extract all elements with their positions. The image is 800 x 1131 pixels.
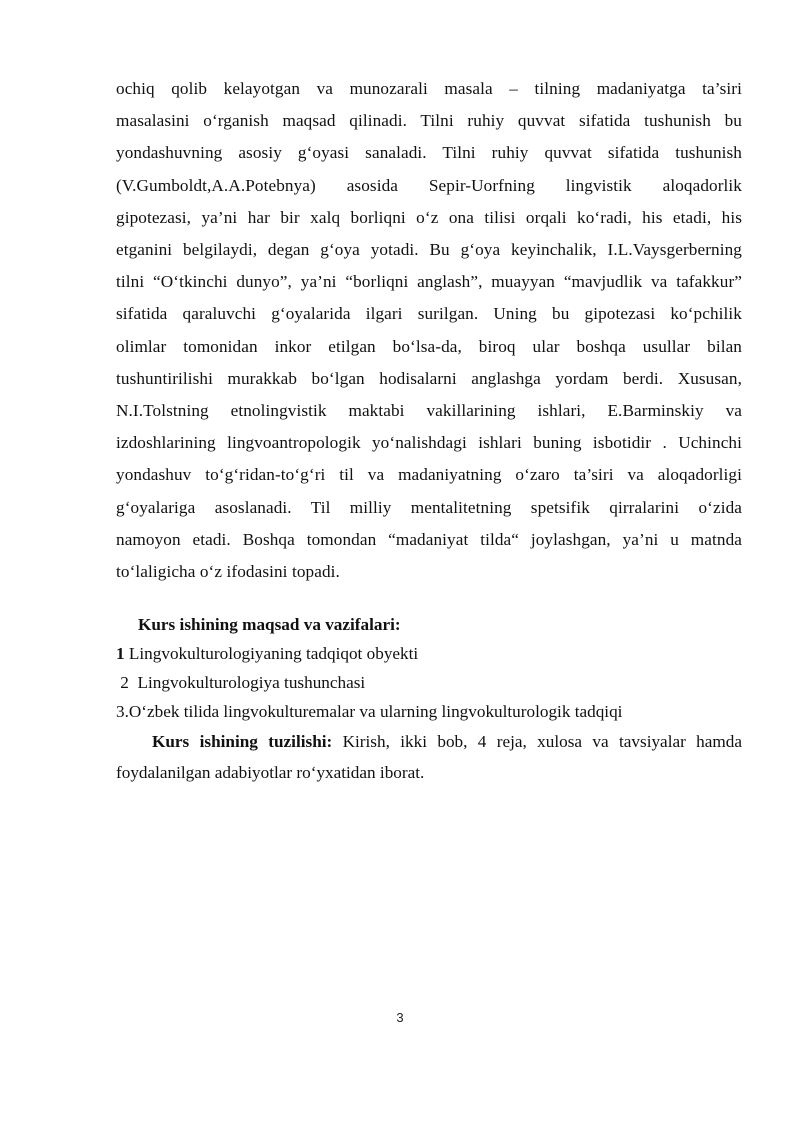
document-page — [116, 73, 742, 788]
text-line: foydalanilgan adabiyotlar ro‘yxatidan iborat. — [116, 763, 425, 783]
text-line: N.I.Tolstning etnolingvistik maktabi vakillarining ishlari, E.Barminskiy va — [116, 401, 742, 421]
text-line: (V.Gumboldt,A.A.Potebnya) asosida Sepir-Uorfning lingvistik aloqadorlik — [116, 175, 742, 195]
list-item-text: Lingvokulturologiyaning tadqiqot obyekti — [124, 644, 419, 664]
text-line: to‘laligicha o‘z ifodasini topadi. — [116, 562, 340, 582]
list-item — [116, 697, 742, 726]
goals-heading: Kurs ishining maqsad va vazifalari: — [138, 615, 401, 635]
text-line: sifatida qaraluvchi g‘oyalarida ilgari surilgan. Uning bu gipotezasi ko‘pchilik — [116, 304, 742, 324]
text-line: olimlar tomonidan inkor etilgan bo‘lsa-da, biroq ular boshqa usullar bilan — [116, 336, 742, 356]
list-item-number: 3. — [116, 702, 129, 722]
body-paragraph — [116, 73, 742, 588]
page-number: 3 — [396, 1010, 404, 1025]
text-line: etganini belgilaydi, degan g‘oya yotadi. Bu g‘oya keyinchalik, I.L.Vaysgerberning — [116, 240, 742, 260]
list-item-number: 2 — [116, 673, 129, 693]
list-item-number: 1 — [116, 644, 125, 664]
structure-paragraph — [116, 726, 742, 788]
goals-list — [116, 639, 742, 726]
text-line: yondashuvning asosiy g‘oyasi sanaladi. Tilni ruhiy quvvat sifatida tushunish — [116, 143, 742, 163]
list-item-text: O‘zbek tilida lingvokulturemalar va ularning lingvokulturologik tadqiqi — [128, 702, 623, 722]
text-line: tushuntirilishi murakkab bo‘lgan hodisalarni anglashga yordam berdi. Xususan, — [116, 368, 742, 388]
text-line — [116, 726, 742, 757]
text-line: masalasini o‘rganish maqsad qilinadi. Tilni ruhiy quvvat sifatida tushunish bu — [116, 111, 742, 131]
structure-label: Kurs ishining tuzilishi: — [152, 732, 333, 752]
text-line: gipotezasi, ya’ni har bir xalq borliqni o‘z ona tilisi orqali ko‘radi, his etadi, his — [116, 207, 742, 227]
text-line: izdoshlarining lingvoantropologik yo‘nalishdagi ishlari buning isbotidir . Uchinchi — [116, 433, 742, 453]
text-line: yondashuv to‘g‘ridan-to‘g‘ri til va madaniyatning o‘zaro ta’siri va aloqadorligi — [116, 465, 742, 485]
structure-text: Kirish, ikki bob, 4 reja, xulosa va tavsiyalar hamda — [332, 732, 742, 752]
list-item — [116, 639, 742, 668]
list-item-text: Lingvokulturologiya tushunchasi — [128, 673, 366, 693]
list-item — [116, 668, 742, 697]
text-line: ochiq qolib kelayotgan va munozarali masala – tilning madaniyatga ta’siri — [116, 79, 742, 98]
text-line: tilni “O‘tkinchi dunyo”, ya’ni “borliqni anglash”, muayyan “mavjudlik va tafakkur” — [116, 272, 742, 292]
text-line: namoyon etadi. Boshqa tomondan “madaniyat tilda“ joylashgan, ya’ni u matnda — [116, 529, 742, 549]
text-line: g‘oyalariga asoslanadi. Til milliy mentalitetning spetsifik qirralarini o‘zida — [116, 497, 742, 517]
